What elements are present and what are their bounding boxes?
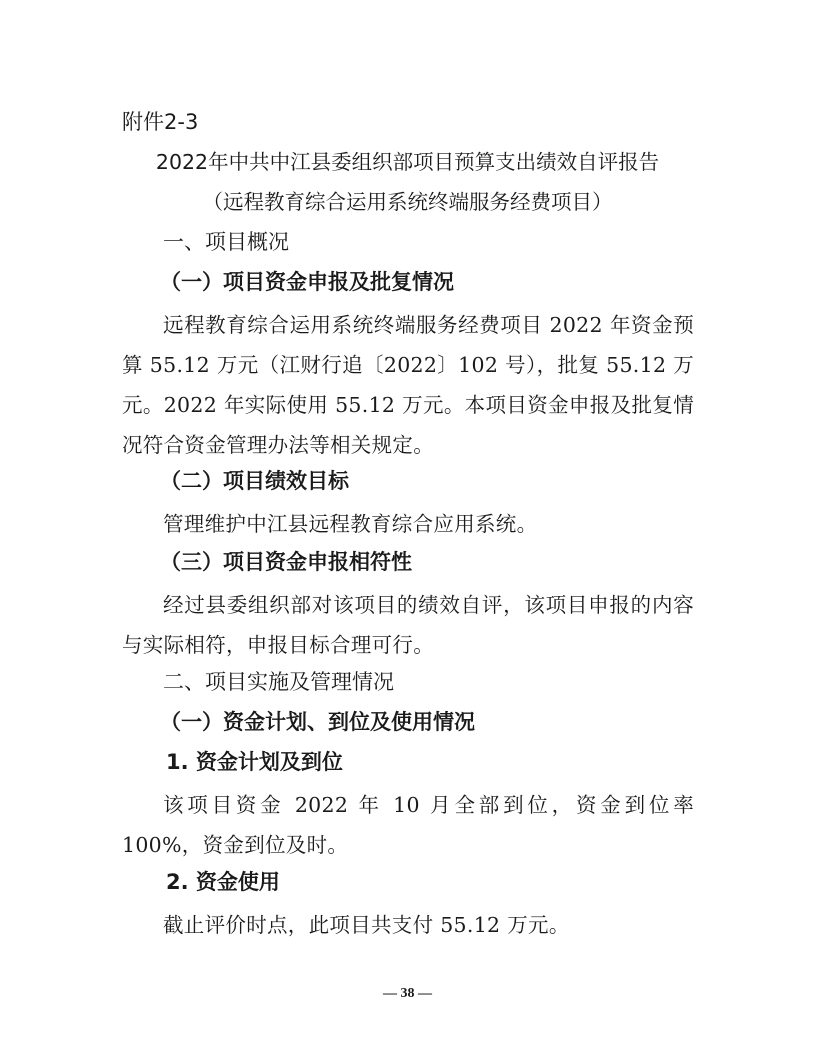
section-2-1-1-paragraph: 该项目资金 2022 年 10 月全部到位，资金到位率 100%，资金到位及时。	[122, 793, 694, 857]
attachment-label: 附件2-3	[122, 110, 199, 134]
section-1-1-paragraph: 远程教育综合运用系统终端服务经费项目 2022 年资金预算 55.12 万元（江财行追〔2022〕102 号），批复 55.12 万元。2022 年实际使用 55.12 万元。本项目资金申报及批复情况符合资金管理办法等相关规定。	[122, 313, 694, 457]
section-1-3-heading: （三）项目资金申报相符性	[160, 550, 412, 574]
section-1-2-heading: （二）项目绩效目标	[160, 469, 349, 493]
section-2-1-2-paragraph: 截止评价时点，此项目共支付 55.12 万元。	[163, 913, 570, 937]
section-1-3-paragraph: 经过县委组织部对该项目的绩效自评，该项目申报的内容与实际相符，申报目标合理可行。	[122, 593, 694, 657]
document-title: 2022年中共中江县委组织部项目预算支出绩效自评报告	[155, 150, 660, 174]
section-2-1-heading: （一）资金计划、到位及使用情况	[160, 710, 475, 734]
section-2-1-1-heading: 1. 资金计划及到位	[166, 750, 343, 774]
section-1-heading: 一、项目概况	[163, 230, 289, 254]
document-subtitle: （远程教育综合运用系统终端服务经费项目）	[202, 190, 613, 214]
section-2-1-2-heading: 2. 资金使用	[166, 870, 280, 894]
section-2-heading: 二、项目实施及管理情况	[163, 670, 394, 694]
section-1-1-heading: （一）项目资金申报及批复情况	[160, 270, 454, 294]
page-number: — 38 —	[383, 986, 432, 1001]
section-1-2-paragraph: 管理维护中江县远程教育综合应用系统。	[163, 512, 538, 536]
